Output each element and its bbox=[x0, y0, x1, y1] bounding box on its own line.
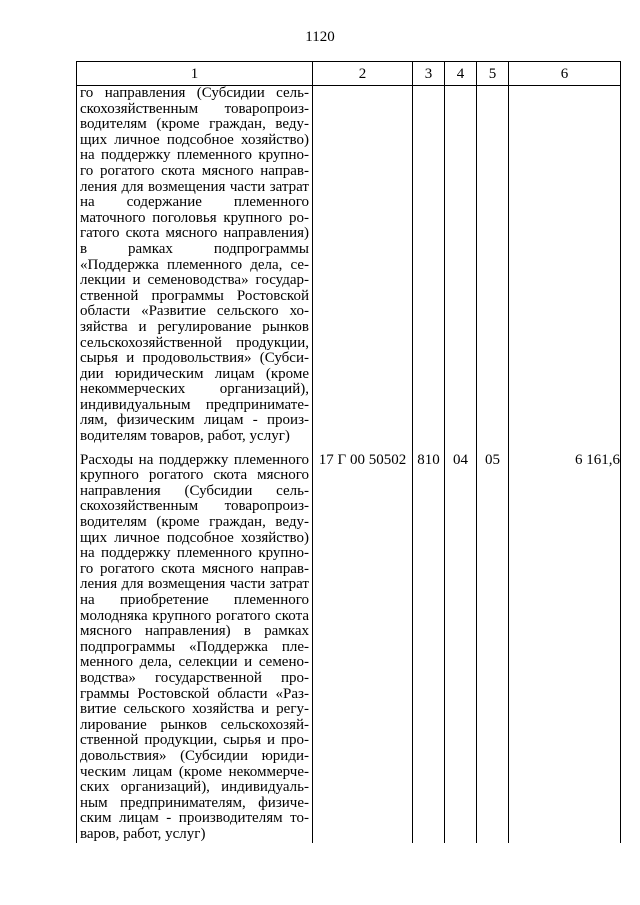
table-header bbox=[77, 62, 621, 86]
row-amount: 6 161,6 bbox=[509, 453, 621, 843]
row-amount bbox=[509, 86, 621, 445]
header-row bbox=[77, 62, 621, 86]
column-header-4: 4 bbox=[445, 62, 477, 86]
row-rz bbox=[445, 86, 477, 445]
row-description-cell bbox=[77, 86, 313, 445]
column-header-5: 5 bbox=[477, 62, 509, 86]
row-description: го направления (Субсидии сельскохозяйственным товаропроизводителям (кроме граждан, ведущих личное подсобное хозяйство) на поддержку племенного крупного рогатого скота мясного направления для возмещения части затрат на содержание племенного маточного поголовья крупного рогатого скота мясного направления) в рамках подпрограммы «Поддержка племенного дела, селекции и семеноводства» государственной программы Ростовской области «Развитие сельского хозяйства и регулирование рынков сельскохозяйственной продукции, сырья и продовольствия» (Субсидии юридическим лицам (кроме некоммерческих организаций), индивидуальным предпринимателям, физическим лицам - производителям товаров, работ, услуг) bbox=[80, 85, 309, 445]
row-description: Расходы на поддержку племенного крупного рогатого скота мясного направления (Субсидии сельскохозяйственным товаропроизводителям (кроме граждан, ведущих личное подсобное хозяйство) на поддержку племенного крупного рогатого скота мясного направления для возмещения части затрат на приобретение племенного молодняка крупного рогатого скота мясного направления) в рамках подпрограммы «Поддержка племенного дела, селекции и семеноводства» государственной программы Ростовской области «Развитие сельского хозяйства и регулирование рынков сельскохозяйственной продукции, сырья и продовольствия» (Субсидии юридическим лицам (кроме некоммерческих организаций), индивидуальным предпринимателям, физическим лицам - производителям товаров, работ, услуг) bbox=[80, 451, 309, 842]
row-pr bbox=[477, 86, 509, 445]
column-header-1: 1 bbox=[77, 62, 313, 86]
table-row bbox=[77, 453, 621, 843]
column-header-2: 2 bbox=[313, 62, 413, 86]
row-rz: 04 bbox=[445, 453, 477, 843]
column-header-6: 6 bbox=[509, 62, 621, 86]
page-number: 1120 bbox=[305, 29, 335, 45]
row-code bbox=[313, 86, 413, 445]
row-vr bbox=[413, 86, 445, 445]
table-row bbox=[77, 86, 621, 445]
budget-table bbox=[76, 61, 621, 843]
table-body bbox=[77, 86, 621, 843]
column-header-3: 3 bbox=[413, 62, 445, 86]
row-description-cell bbox=[77, 453, 313, 843]
row-pr: 05 bbox=[477, 453, 509, 843]
row-vr: 810 bbox=[413, 453, 445, 843]
row-code: 17 Г 00 50502 bbox=[313, 453, 413, 843]
